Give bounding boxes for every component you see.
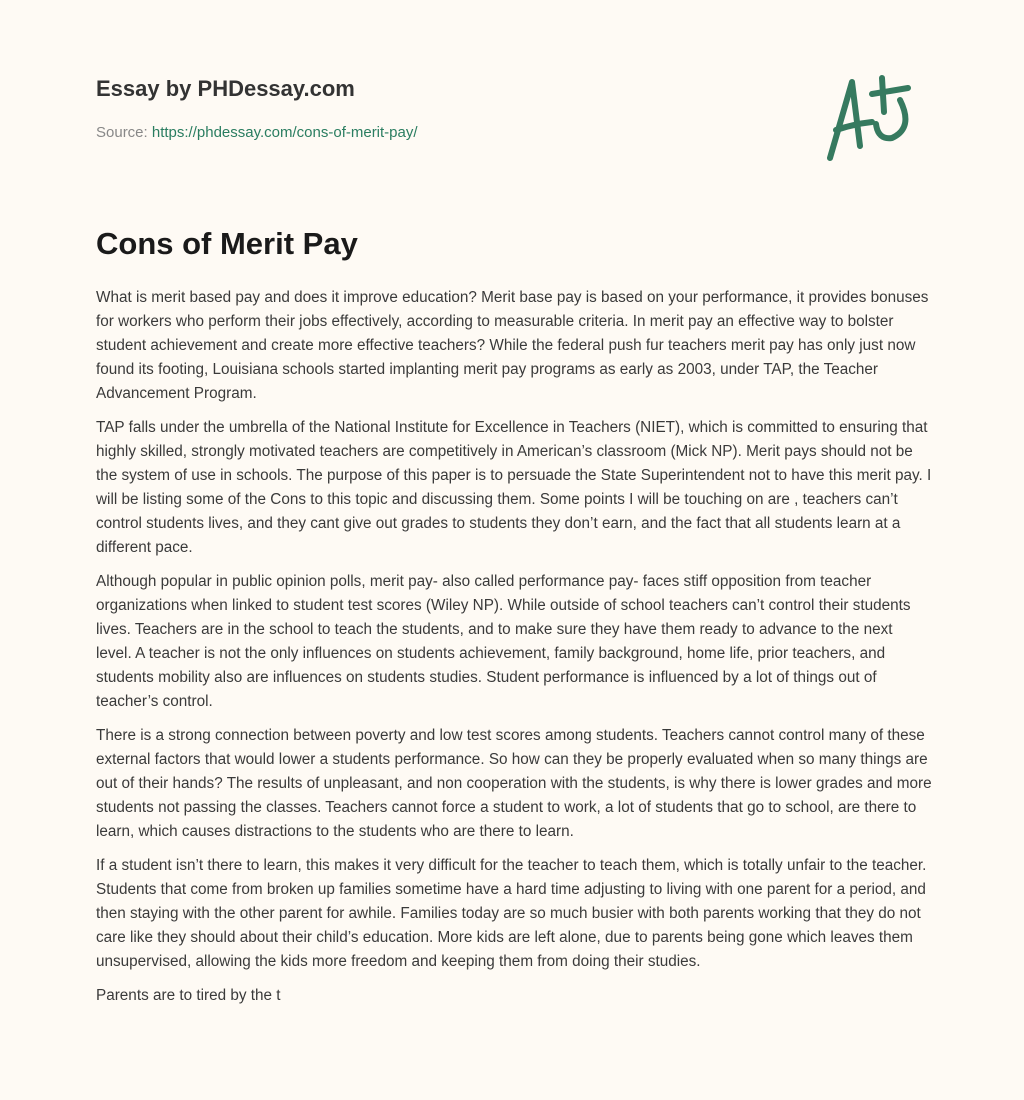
- article-body: [96, 286, 932, 1018]
- paragraph: If a student isn’t there to learn, this makes it very difficult for the teacher to teach them, which is totally unfair to the teacher. Students that come from broken up families sometime have a hard time adjusting to living with one parent for a period, and then staying with the other parent for awhile. Families today are so much busier with both parents working that they do not care like they should about their child’s education. More kids are left alone, due to parents being gone which leaves them unsupervised, allowing the kids more freedom and keeping them from doing their studies.: [96, 857, 927, 970]
- article-title: Cons of Merit Pay: [96, 226, 358, 261]
- paragraph: What is merit based pay and does it improve education? Merit base pay is based on your performance, it provides bonuses for workers who perform their jobs effectively, according to measurable criteria. In merit pay an effective way to bolster student achievement and create more effective teachers? While the federal push fur teachers merit pay has only just now found its footing, Louisiana schools started implanting merit pay programs as early as 2003, under TAP, the Teacher Advancement Program.: [96, 289, 929, 402]
- paragraph: Parents are to tired by the t: [96, 987, 281, 1004]
- paragraph: Although popular in public opinion polls, merit pay- also called performance pay- faces stiff opposition from teacher organizations when linked to student test scores (Wiley NP). While outside of school teachers can’t control their students lives. Teachers are in the school to teach the students, and to make sure they have them ready to advance to the next level. A teacher is not the only influences on students achievement, family background, home life, prior teachers, and students mobility also are influences on students studies. Student performance is influenced by a lot of things out of teacher’s control.: [96, 573, 911, 710]
- source-label: Source:: [96, 124, 148, 141]
- source-link[interactable]: https://phdessay.com/cons-of-merit-pay/: [151, 124, 418, 141]
- paragraph: TAP falls under the umbrella of the National Institute for Excellence in Teachers (NIET), which is committed to ensuring that highly skilled, strongly motivated teachers are competitively in American’s classroom (Mick NP). Merit pays should not be the system of use in schools. The purpose of this paper is to persuade the State Superintendent not to have this merit pay. I will be listing some of the Cons to this topic and discussing them. Some points I will be touching on are , teachers can’t control students lives, and they cant give out grades to students they don’t earn, and the fact that all students learn at a different pace.: [96, 419, 932, 556]
- paragraph: There is a strong connection between poverty and low test scores among students. Teachers cannot control many of these external factors that would lower a students performance. So how can they be properly evaluated when so many things are out of their hands? The results of unpleasant, and non cooperation with the students, is why there is lower grades and more students not passing the classes. Teachers cannot force a student to work, a lot of students that go to school, are there to learn, which causes distractions to the students who are there to learn.: [96, 727, 932, 840]
- a-plus-logo-icon: [820, 68, 930, 168]
- site-brand: Essay by PHDessay.com: [96, 76, 355, 101]
- source-line: [96, 124, 418, 141]
